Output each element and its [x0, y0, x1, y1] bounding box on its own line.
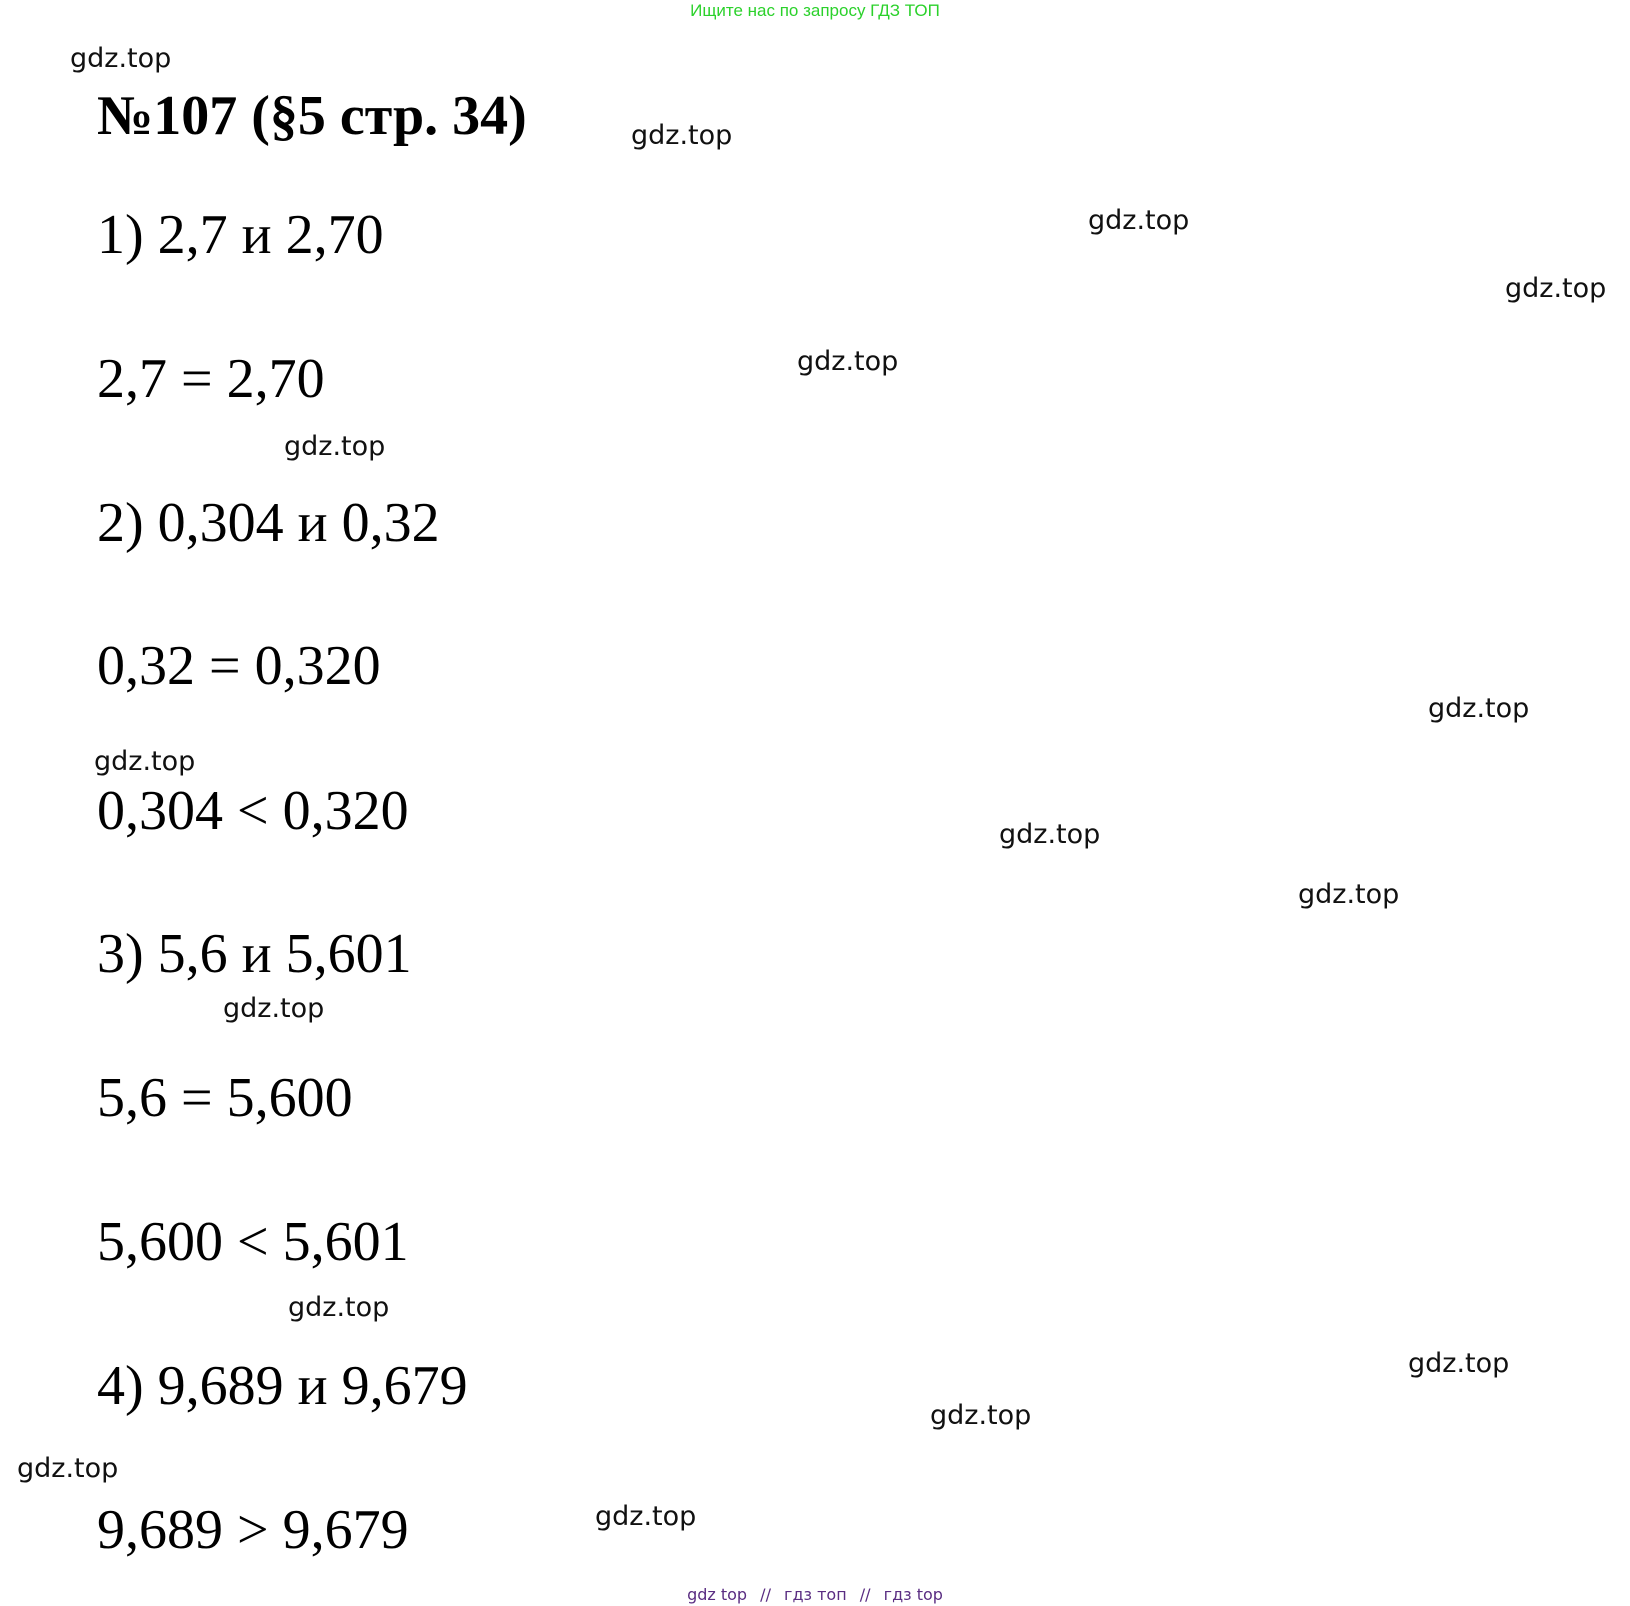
- footer-link-gdz-top[interactable]: gdz top: [687, 1585, 748, 1604]
- watermark: gdz.top: [1408, 1348, 1510, 1379]
- watermark: gdz.top: [223, 993, 325, 1024]
- exercise-title: №107 (§5 стр. 34): [97, 85, 527, 147]
- solution-line-10: 9,689 > 9,679: [97, 1499, 409, 1561]
- solution-line-3: 2) 0,304 и 0,32: [97, 492, 440, 554]
- watermark: gdz.top: [999, 819, 1101, 850]
- watermark: gdz.top: [94, 746, 196, 777]
- solution-line-7: 5,6 = 5,600: [97, 1067, 353, 1129]
- solution-line-8: 5,600 < 5,601: [97, 1211, 409, 1273]
- solution-line-2: 2,7 = 2,70: [97, 348, 325, 410]
- solution-line-4: 0,32 = 0,320: [97, 635, 381, 697]
- watermark: gdz.top: [930, 1400, 1032, 1431]
- top-banner: Ищите нас по запросу ГДЗ ТОП: [690, 1, 940, 20]
- watermark: gdz.top: [1298, 879, 1400, 910]
- watermark: gdz.top: [1428, 693, 1530, 724]
- watermark: gdz.top: [288, 1292, 390, 1323]
- watermark: gdz.top: [284, 431, 386, 462]
- footer-link-gdz-top-ru[interactable]: гдз топ: [784, 1585, 847, 1604]
- footer-separator: //: [760, 1585, 771, 1604]
- watermark: gdz.top: [595, 1501, 697, 1532]
- footer-link-gdz-top-mixed[interactable]: гдз top: [883, 1585, 943, 1604]
- watermark: gdz.top: [631, 120, 733, 151]
- solution-line-1: 1) 2,7 и 2,70: [97, 204, 384, 266]
- solution-line-6: 3) 5,6 и 5,601: [97, 923, 412, 985]
- watermark: gdz.top: [797, 346, 899, 377]
- watermark: gdz.top: [70, 43, 172, 74]
- watermark: gdz.top: [1505, 273, 1607, 304]
- watermark: gdz.top: [17, 1453, 119, 1484]
- watermark: gdz.top: [1088, 205, 1190, 236]
- solution-line-9: 4) 9,689 и 9,679: [97, 1355, 468, 1417]
- footer-links: [0, 1585, 1630, 1605]
- solution-line-5: 0,304 < 0,320: [97, 780, 409, 842]
- footer-separator: //: [859, 1585, 871, 1604]
